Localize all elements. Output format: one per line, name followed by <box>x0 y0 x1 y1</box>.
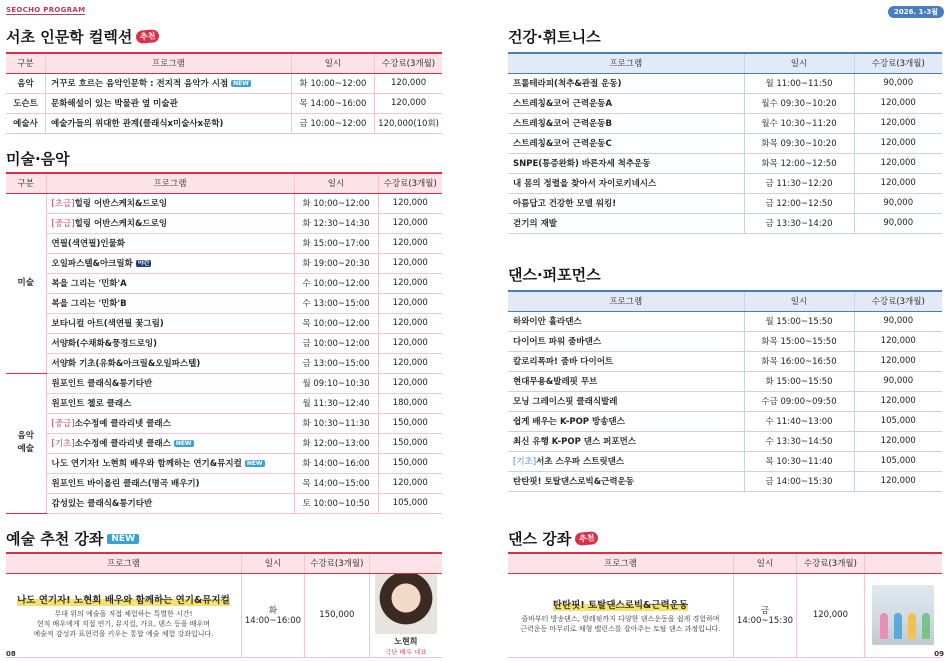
program-cell <box>45 93 291 113</box>
table-row <box>6 353 442 373</box>
table-row <box>508 73 942 93</box>
fee-cell: 180,000 <box>378 393 442 413</box>
program-name: 다이어트 파워 줌바댄스 <box>513 337 602 347</box>
time-cell: 목 10:30~11:40 <box>744 451 854 471</box>
program-cell <box>46 373 294 393</box>
fee-cell: 105,000 <box>854 411 942 431</box>
featured-right-fee: 120,000 <box>797 573 865 657</box>
featured-right-info <box>508 573 733 657</box>
time-cell: 수 13:00~15:00 <box>294 293 378 313</box>
featured-left-time: 14:00~16:00 <box>244 616 302 626</box>
table-row <box>6 193 442 213</box>
col-header: 수강료(3개월) <box>854 291 942 311</box>
program-name: 서양화 기초(유화&아크릴&오일파스텔) <box>51 359 201 369</box>
table-row <box>6 233 442 253</box>
time-cell: 화목 09:30~10:20 <box>744 133 854 153</box>
program-name: 스트레칭&코어 근력운동B <box>513 119 612 129</box>
humanities-title <box>6 26 160 47</box>
table-row <box>6 313 442 333</box>
program-cell <box>508 153 744 173</box>
program-cell <box>508 113 744 133</box>
program-name: 원포인트 바이올린 클래스(명곡 배우기) <box>51 479 200 489</box>
time-cell: 토 10:00~10:50 <box>294 493 378 513</box>
fee-cell: 120,000 <box>378 193 442 213</box>
fee-cell: 120,000 <box>378 333 442 353</box>
category-cell: 예술사 <box>6 113 45 133</box>
fee-cell: 120,000 <box>378 293 442 313</box>
featured-right-program: 탄탄핏! 토탈댄스로빅&근력운동 <box>553 597 688 611</box>
program-name: 서양화(수채화&풍경드로잉) <box>51 339 158 349</box>
time-cell: 목 14:00~16:00 <box>291 93 374 113</box>
program-name: 아름답고 건강한 모델 워킹! <box>513 199 617 209</box>
recommend-badge: 추천 <box>575 531 600 546</box>
dance-photo-cell <box>864 573 942 657</box>
table-row <box>6 213 442 233</box>
program-cell <box>46 473 294 493</box>
table-row <box>508 471 942 491</box>
time-cell: 월 09:10~10:30 <box>294 373 378 393</box>
program-cell <box>508 431 744 451</box>
art-title-text: 미술·음악 <box>6 150 70 168</box>
group-cell: 음악 예술 <box>6 373 46 513</box>
program-name: 걷기의 재발 <box>513 219 558 229</box>
program-cell <box>46 333 294 353</box>
fee-cell: 120,000 <box>854 431 942 451</box>
table-row <box>6 433 442 453</box>
program-name: 문화해설이 있는 박물관 옆 미술관 <box>50 99 178 109</box>
table-row <box>6 493 442 513</box>
col-header: 프로그램 <box>6 553 241 573</box>
table-row <box>6 113 442 133</box>
program-name: 칼로리폭파! 줌바 다이어트 <box>513 357 614 367</box>
program-name: 서초 스우파 스트릿댄스 <box>536 457 625 467</box>
col-header: 수강료(3개월) <box>305 553 370 573</box>
dance-photo <box>872 585 934 645</box>
table-row <box>508 331 942 351</box>
time-cell: 화 12:00~13:00 <box>294 433 378 453</box>
featured-left-info <box>6 573 241 657</box>
table-row <box>508 351 942 371</box>
featured-right-day: 금 <box>760 606 770 616</box>
featured-left-fee: 150,000 <box>305 573 370 657</box>
col-header: 구분 <box>6 173 46 193</box>
right-page <box>480 0 950 661</box>
program-name: 소수정예 클라리넷 클래스 <box>74 439 171 449</box>
table-row <box>6 453 442 473</box>
table-row <box>6 373 442 393</box>
featured-right-desc-1: 줌바부터 방송댄스, 발레핏까지 다양한 댄스운동을 쉽게 경험하며 <box>521 614 720 623</box>
fee-cell: 120,000 <box>854 471 942 491</box>
fee-cell: 150,000 <box>378 413 442 433</box>
instructor-name: 노현희 <box>394 637 418 646</box>
program-cell <box>508 411 744 431</box>
time-cell: 화 14:00~16:00 <box>294 453 378 473</box>
program-cell <box>46 233 294 253</box>
featured-right-desc-2: 근력운동 마무리로 체형 밸런스를 잡아주는 토탈 댄스 과정입니다. <box>520 624 721 633</box>
time-cell: 화목 12:00~12:50 <box>744 153 854 173</box>
table-row <box>508 411 942 431</box>
health-table <box>508 52 942 234</box>
humanities-title-text: 서초 인문학 컬렉션 <box>6 28 133 46</box>
time-cell: 금 10:00~12:00 <box>291 113 374 133</box>
category-cell: 도슨트 <box>6 93 45 113</box>
program-cell <box>46 433 294 453</box>
recommend-badge: 추천 <box>136 29 161 44</box>
time-cell: 목 10:00~12:00 <box>294 313 378 333</box>
page-number-right: 09 <box>934 650 944 658</box>
featured-right-title <box>508 528 599 549</box>
time-cell: 수 11:40~13:00 <box>744 411 854 431</box>
program-cell <box>508 193 744 213</box>
featured-right-table <box>508 552 942 658</box>
fee-cell: 120,000 <box>854 331 942 351</box>
featured-left-schedule <box>241 573 304 657</box>
program-name: 스트레칭&코어 근력운동A <box>513 99 613 109</box>
time-cell: 화목 15:00~15:50 <box>744 331 854 351</box>
program-name: 프롤테라피(척추&관절 운동) <box>513 79 622 89</box>
time-cell: 월수 09:30~10:20 <box>744 93 854 113</box>
table-row <box>6 253 442 273</box>
instructor-cell <box>369 573 442 657</box>
program-cell <box>46 253 294 273</box>
program-name: 모닝 그레이스핏 클래식발레 <box>513 397 618 407</box>
program-name: 오일파스텔&아크릴화 <box>51 259 133 269</box>
time-cell: 월 11:30~12:40 <box>294 393 378 413</box>
fee-cell: 120,000 <box>378 313 442 333</box>
col-header: 수강료(3개월) <box>375 53 442 73</box>
fee-cell: 120,000 <box>375 73 442 93</box>
fee-cell: 120,000 <box>854 351 942 371</box>
new-badge: NEW <box>175 440 192 447</box>
time-cell: 금 12:00~12:50 <box>744 193 854 213</box>
health-title-text: 건강·휘트니스 <box>508 28 601 46</box>
fee-cell: 150,000 <box>378 433 442 453</box>
program-cell <box>508 471 744 491</box>
time-cell: 화 10:00~12:00 <box>291 73 374 93</box>
program-name: 원포인트 첼로 클래스 <box>51 399 132 409</box>
fee-cell: 120,000 <box>854 133 942 153</box>
table-row <box>508 371 942 391</box>
time-cell: 금 10:00~12:00 <box>294 333 378 353</box>
col-header: 일시 <box>744 53 854 73</box>
program-cell <box>46 193 294 213</box>
fee-cell: 120,000 <box>378 353 442 373</box>
dance-title-text: 댄스·퍼포먼스 <box>508 266 601 284</box>
program-cell <box>508 351 744 371</box>
program-cell <box>46 213 294 233</box>
featured-left-day: 화 <box>268 606 278 616</box>
table-row <box>508 113 942 133</box>
dance-title <box>508 264 601 285</box>
table-row <box>6 273 442 293</box>
fee-cell: 90,000 <box>854 193 942 213</box>
program-name: 힐링 어반스케치&드로잉 <box>74 199 168 209</box>
program-name: 복을 그리는 '민화'A <box>51 279 127 289</box>
level-tag: [중급] <box>51 219 75 229</box>
table-row <box>508 133 942 153</box>
program-cell <box>508 133 744 153</box>
program-cell <box>508 73 744 93</box>
program-name: 감성있는 클래식&통기타반 <box>51 499 153 509</box>
col-header: 일시 <box>744 291 854 311</box>
fee-cell: 120,000 <box>378 373 442 393</box>
table-row <box>508 93 942 113</box>
left-page <box>0 0 470 661</box>
table-row <box>508 311 942 331</box>
art-music-table <box>6 172 442 514</box>
featured-left-desc-3: 예술적 감성과 표현력을 키우는 통합 예술 체험 강좌입니다. <box>33 629 214 638</box>
featured-left-program: 나도 연기자! 노현희 배우와 함께하는 연기&뮤지컬 <box>17 592 230 606</box>
table-row <box>6 293 442 313</box>
instructor-photo <box>375 574 437 634</box>
time-cell: 화 19:00~20:30 <box>294 253 378 273</box>
fee-cell: 105,000 <box>378 493 442 513</box>
time-cell: 수 10:00~12:00 <box>294 273 378 293</box>
time-cell: 금 13:30~14:20 <box>744 213 854 233</box>
table-row <box>508 193 942 213</box>
program-cell <box>508 391 744 411</box>
program-name: 힐링 어반스케치&드로잉 <box>74 219 168 229</box>
program-name: 거꾸로 흐르는 음악인문학 : 전지적 음악가 시점 <box>50 79 229 89</box>
program-cell <box>45 73 291 93</box>
level-tag: [기초] <box>513 457 537 467</box>
col-header: 프로그램 <box>508 53 744 73</box>
col-header: 일시 <box>733 553 796 573</box>
program-name: 하와이안 훌라댄스 <box>513 317 582 327</box>
featured-left-title-text: 예술 추천 강좌 <box>6 530 104 548</box>
fee-cell: 120,000 <box>378 213 442 233</box>
fee-cell: 90,000 <box>854 73 942 93</box>
time-cell: 월 15:00~15:50 <box>744 311 854 331</box>
date-badge: 2026. 1-3월 <box>888 6 944 18</box>
program-name: 복을 그리는 '민화'B <box>51 299 127 309</box>
time-cell: 화 15:00~15:50 <box>744 371 854 391</box>
col-header: 일시 <box>291 53 374 73</box>
table-row <box>508 451 942 471</box>
program-name: 탄탄핏! 토탈댄스로빅&근력운동 <box>513 477 634 487</box>
brand-label: SEOCHO PROGRAM <box>6 6 86 14</box>
program-cell <box>46 293 294 313</box>
category-cell: 음악 <box>6 73 45 93</box>
fee-cell: 120,000 <box>378 273 442 293</box>
program-cell <box>508 331 744 351</box>
table-row <box>6 473 442 493</box>
program-cell <box>508 311 744 331</box>
program-cell <box>46 453 294 473</box>
col-header: 수강료(3개월) <box>797 553 865 573</box>
program-cell <box>508 173 744 193</box>
featured-left-table <box>6 552 442 658</box>
fee-cell: 120,000 <box>854 391 942 411</box>
page-number-left: 08 <box>6 650 16 658</box>
program-cell <box>46 493 294 513</box>
new-badge: 야간 <box>137 260 150 267</box>
time-cell: 목 14:00~15:00 <box>294 473 378 493</box>
program-cell <box>508 371 744 391</box>
program-name: 예술가들의 위대한 관계(클래식x미술사x문학) <box>50 119 224 129</box>
time-cell: 금 13:00~15:00 <box>294 353 378 373</box>
program-cell <box>508 93 744 113</box>
level-tag: [중급] <box>51 419 75 429</box>
program-name: 최신 유행 K-POP 댄스 퍼포먼스 <box>513 437 637 447</box>
fee-cell: 120,000 <box>854 113 942 133</box>
program-cell <box>508 213 744 233</box>
table-row <box>508 213 942 233</box>
col-header: 프로그램 <box>46 173 294 193</box>
fee-cell: 120,000(10회) <box>375 113 442 133</box>
fee-cell: 120,000 <box>378 233 442 253</box>
time-cell: 월수 10:30~11:20 <box>744 113 854 133</box>
health-title <box>508 26 601 47</box>
program-name: 스트레칭&코어 근력운동C <box>513 139 612 149</box>
fee-cell: 120,000 <box>375 93 442 113</box>
time-cell: 수금 09:00~09:50 <box>744 391 854 411</box>
time-cell: 화 10:00~12:00 <box>294 193 378 213</box>
program-cell <box>46 353 294 373</box>
time-cell: 수 13:30~14:50 <box>744 431 854 451</box>
table-row <box>6 393 442 413</box>
program-name: 내 몸의 정렬을 찾아서 자이로키네시스 <box>513 179 657 189</box>
featured-left-title <box>6 528 139 549</box>
fee-cell: 90,000 <box>854 371 942 391</box>
fee-cell: 120,000 <box>378 253 442 273</box>
humanities-table <box>6 52 442 134</box>
program-cell <box>45 113 291 133</box>
table-row <box>6 413 442 433</box>
fee-cell: 90,000 <box>854 213 942 233</box>
featured-right-schedule <box>733 573 796 657</box>
featured-right-title-text: 댄스 강좌 <box>508 530 572 548</box>
new-badge: NEW <box>107 534 139 544</box>
fee-cell: 120,000 <box>854 173 942 193</box>
level-tag: [초급] <box>51 199 75 209</box>
level-tag: [기초] <box>51 439 75 449</box>
table-row <box>6 93 442 113</box>
col-header: 구분 <box>6 53 45 73</box>
fee-cell: 90,000 <box>854 311 942 331</box>
table-row <box>508 173 942 193</box>
table-row <box>508 391 942 411</box>
time-cell: 금 14:00~15:30 <box>744 471 854 491</box>
time-cell: 월 11:00~11:50 <box>744 73 854 93</box>
program-name: 쉽게 배우는 K-POP 방송댄스 <box>513 417 625 427</box>
col-header: 일시 <box>241 553 304 573</box>
time-cell: 화 12:30~14:30 <box>294 213 378 233</box>
fee-cell: 120,000 <box>854 93 942 113</box>
new-badge: NEW <box>246 460 263 467</box>
art-title <box>6 148 70 169</box>
table-row <box>6 333 442 353</box>
program-name: 원포인트 클래식&통기타반 <box>51 379 153 389</box>
dance-table <box>508 290 942 492</box>
program-name: 소수정예 클라리넷 클래스 <box>74 419 171 429</box>
time-cell: 화목 16:00~16:50 <box>744 351 854 371</box>
time-cell: 화 10:30~11:30 <box>294 413 378 433</box>
col-header: 일시 <box>294 173 378 193</box>
col-header: 프로그램 <box>508 553 733 573</box>
col-header: 수강료(3개월) <box>854 53 942 73</box>
program-name: SNPE(통증완화) 바른자세 척추운동 <box>513 159 651 169</box>
fee-cell: 120,000 <box>378 473 442 493</box>
program-cell <box>46 413 294 433</box>
program-name: 연필(색연필)인물화 <box>51 239 125 249</box>
program-name: 현대무용&발레핏 무브 <box>513 377 598 387</box>
fee-cell: 105,000 <box>854 451 942 471</box>
program-cell <box>46 393 294 413</box>
col-header: 수강료(3개월) <box>378 173 442 193</box>
table-row <box>508 431 942 451</box>
program-cell <box>46 273 294 293</box>
fee-cell: 150,000 <box>378 453 442 473</box>
table-row <box>6 73 442 93</box>
instructor-role: 극단 배우 대표 <box>384 648 427 656</box>
fee-cell: 120,000 <box>854 153 942 173</box>
featured-left-desc-2: 현직 배우에게 직접 연기, 뮤지컬, 가요, 댄스 등을 배우며 <box>36 619 211 628</box>
group-cell: 미술 <box>6 193 46 373</box>
program-cell <box>508 451 744 471</box>
time-cell: 금 11:30~12:20 <box>744 173 854 193</box>
program-cell <box>46 313 294 333</box>
featured-left-desc-1: 무대 위의 예술을 직접 체험하는 특별한 시간! <box>54 609 193 618</box>
col-header: 프로그램 <box>508 291 744 311</box>
table-row <box>508 153 942 173</box>
program-name: 보타니컬 아트(색연필 꽃그림) <box>51 319 164 329</box>
program-name: 나도 연기자! 노현희 배우와 함께하는 연기&뮤지컬 <box>51 459 242 469</box>
featured-right-time: 14:00~15:30 <box>736 616 794 626</box>
col-header: 프로그램 <box>45 53 291 73</box>
time-cell: 화 15:00~17:00 <box>294 233 378 253</box>
new-badge: NEW <box>233 80 249 87</box>
